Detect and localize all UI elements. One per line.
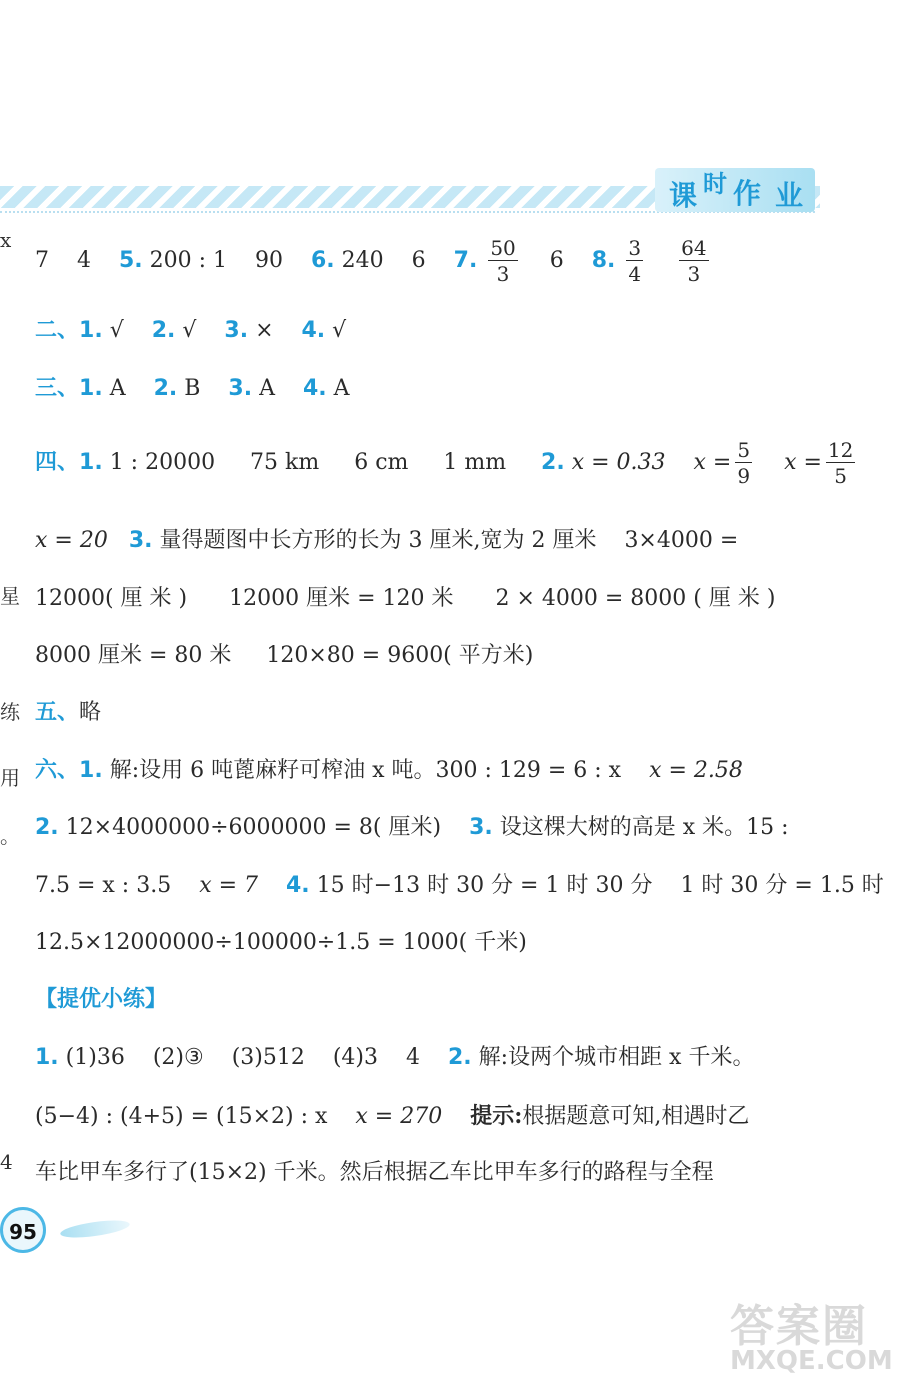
denominator: 4 [628, 262, 642, 286]
item-number: 8. [591, 248, 616, 273]
fraction [679, 238, 708, 284]
margin-char: x [0, 228, 12, 252]
item-number: 4. [286, 873, 310, 898]
answer-text: 解:设用 6 吨蓖麻籽可榨油 x 吨。300 : 129 = 6 : x [109, 758, 622, 783]
answer-text: 设这棵大树的高是 x 米。15 : [499, 815, 789, 840]
section-number: 六、 [35, 758, 80, 783]
answer-text: 200 : 1 [149, 248, 228, 273]
answer-line-15 [35, 1101, 749, 1132]
item-number: 6. [311, 248, 335, 273]
fraction [626, 238, 643, 284]
answer-text: 15 时−13 时 30 分 = 1 时 30 分 [316, 873, 653, 898]
answer-text: (1)36 [65, 1045, 125, 1070]
item-number: 5. [118, 248, 143, 273]
answer-text: 略 [79, 700, 102, 725]
answer-text: B [184, 376, 201, 401]
answer-text: A [333, 376, 350, 401]
item-number: 3. [128, 528, 153, 553]
denominator: 3 [496, 262, 510, 286]
section-number: 四、 [35, 450, 80, 475]
answer-text: (2)③ [152, 1045, 204, 1070]
answer-text: x = 0.33 [571, 450, 666, 475]
denominator: 5 [834, 464, 848, 488]
answer-text: 根据题意可知,相遇时乙 [522, 1104, 750, 1129]
answer-text: 7 [35, 248, 49, 273]
numerator: 50 [490, 236, 516, 260]
item-number: 2. [447, 1045, 472, 1070]
answer-text: √ [332, 318, 347, 343]
fraction [735, 440, 752, 486]
answer-text: 1 时 30 分 = 1.5 时 [680, 873, 884, 898]
answer-text: × [255, 318, 274, 343]
answer-line-16 [35, 1158, 714, 1188]
answer-text: x = [784, 450, 822, 475]
answer-line-8 [35, 698, 101, 728]
answer-text: x = 7 [199, 873, 259, 898]
logo-char-4: 业 [775, 179, 804, 212]
answer-line-10 [35, 813, 789, 843]
item-number: 2. [35, 815, 59, 840]
answer-text: 120×80 = 9600( 平方米) [266, 643, 534, 668]
page-number: 95 [0, 1207, 46, 1253]
watermark [730, 1290, 893, 1380]
answer-text: 6 [411, 248, 426, 273]
answer-text: 12×4000000÷6000000 = 8( 厘米) [65, 815, 442, 840]
watermark-text: 答案圈 [730, 1301, 868, 1352]
hint-label: 提示: [470, 1103, 523, 1129]
item-number: 3. [469, 815, 493, 840]
logo-char-3: 作 [733, 177, 762, 210]
answer-line-11 [35, 871, 884, 901]
answer-text: 75 km [250, 450, 320, 475]
answer-line-2 [35, 316, 346, 346]
margin-char: 。 [0, 824, 20, 848]
answer-line-4 [35, 440, 859, 486]
margin-char: 4 [0, 1150, 13, 1174]
answer-text: 12.5×12000000÷100000÷1.5 = 1000( 千米) [35, 930, 527, 955]
item-number: 2. [541, 450, 565, 475]
answer-text: 90 [255, 248, 284, 273]
answer-text: x = 2.58 [649, 758, 743, 783]
item-number: 3. [224, 318, 249, 343]
answer-text: x = 270 [355, 1104, 443, 1129]
numerator: 12 [827, 438, 854, 462]
answer-text: x = [693, 450, 732, 475]
section-number: 五、 [35, 700, 80, 725]
answer-text: √ [109, 318, 124, 343]
answer-text: 12000( 厘 米 ) [35, 586, 188, 611]
section-number: 二、 [35, 318, 80, 343]
answer-text: 8000 厘米 = 80 米 [35, 643, 232, 668]
item-number: 1. [79, 318, 103, 343]
item-number: 2. [151, 318, 176, 343]
logo-char-1: 课 [669, 179, 698, 212]
answer-text: 4 [406, 1045, 420, 1070]
answer-text: x = 20 [35, 528, 108, 553]
section-heading-extra-practice [35, 985, 167, 1015]
series-logo [655, 168, 815, 212]
answer-text: 1 : 20000 [109, 450, 216, 475]
item-number: 4. [302, 376, 327, 401]
answer-text: 240 [341, 248, 384, 273]
denominator: 9 [737, 464, 751, 488]
answer-line-9 [35, 756, 743, 786]
answer-text: 12000 厘米 = 120 米 [229, 586, 454, 611]
margin-char: 星 [0, 584, 20, 608]
answer-text: 解:设两个城市相距 x 千米。 [478, 1045, 755, 1070]
item-number: 3. [228, 376, 253, 401]
answer-line-14 [35, 1043, 754, 1073]
answer-text: (5−4) : (4+5) = (15×2) : x [35, 1104, 328, 1129]
section-title: 【提优小练】 [35, 987, 168, 1012]
answer-line-12 [35, 928, 527, 958]
answer-line-1 [35, 238, 713, 284]
denominator: 3 [687, 262, 701, 286]
answer-text: 量得题图中长方形的长为 3 厘米,宽为 2 厘米 [159, 528, 597, 553]
answer-text: A [259, 376, 275, 401]
answer-text: (3)512 [231, 1045, 305, 1070]
answer-text: 车比甲车多行了(15×2) 千米。然后根据乙车比甲车多行的路程与全程 [35, 1160, 714, 1185]
answer-text: 3×4000 = [624, 528, 739, 553]
item-number: 4. [301, 318, 326, 343]
numerator: 64 [681, 236, 707, 260]
item-number: 7. [453, 248, 478, 273]
answer-text: 7.5 = x : 3.5 [35, 873, 172, 898]
margin-char: 练 [0, 700, 20, 724]
answer-text: 6 [549, 248, 564, 273]
numerator: 3 [628, 236, 642, 260]
answer-line-7 [35, 641, 533, 671]
answer-line-6 [35, 584, 775, 614]
fraction [488, 238, 517, 284]
margin-char: 用 [0, 766, 20, 790]
numerator: 5 [737, 438, 751, 462]
answer-text: 1 mm [443, 450, 507, 475]
answer-line-5 [35, 526, 738, 556]
answer-line-3 [35, 374, 350, 404]
item-number: 1. [79, 450, 103, 475]
item-number: 1. [35, 1045, 59, 1070]
fraction [826, 440, 855, 486]
logo-char-2: 时 [703, 170, 727, 198]
answer-text: 4 [76, 248, 91, 273]
page-number-swoosh [59, 1217, 130, 1241]
item-number: 1. [79, 758, 103, 783]
item-number: 2. [153, 376, 178, 401]
answer-text: √ [182, 318, 197, 343]
answer-text: (4)3 [332, 1045, 379, 1070]
section-number: 三、 [35, 376, 80, 401]
answer-text: 2 × 4000 = 8000 ( 厘 米 ) [495, 586, 776, 611]
item-number: 1. [79, 376, 103, 401]
answer-text: 6 cm [354, 450, 409, 475]
watermark-url: MXQE.COM [730, 1346, 893, 1376]
answer-text: A [109, 376, 126, 401]
